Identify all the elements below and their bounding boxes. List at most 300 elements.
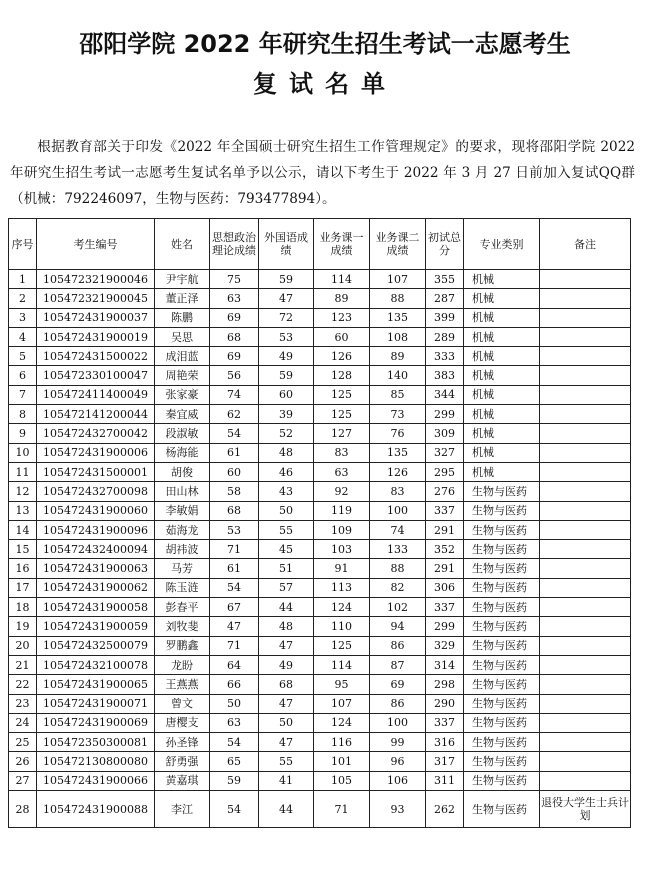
cell-foreign-language: 49: [259, 655, 314, 674]
table-row: [9, 327, 631, 346]
cell-subject-2: 107: [370, 270, 426, 289]
cell-subject-1: 127: [314, 424, 370, 443]
cell-index: 20: [9, 636, 37, 655]
cell-subject-2: 133: [370, 540, 426, 559]
cell-index: 16: [9, 559, 37, 578]
cell-name: 董正泽: [155, 289, 210, 308]
cell-candidate-id: 105472431900088: [37, 791, 155, 828]
cell-total: 298: [426, 675, 464, 694]
cell-foreign-language: 46: [259, 462, 314, 481]
cell-index: 7: [9, 385, 37, 404]
cell-politics: 68: [210, 327, 259, 346]
cell-subject-2: 94: [370, 617, 426, 636]
cell-subject-1: 114: [314, 655, 370, 674]
cell-major: 机械: [464, 385, 540, 404]
cell-name: 李敏娟: [155, 501, 210, 520]
cell-candidate-id: 105472411400049: [37, 385, 155, 404]
cell-index: 19: [9, 617, 37, 636]
cell-foreign-language: 44: [259, 791, 314, 828]
cell-major: 生物与医药: [464, 771, 540, 790]
cell-major: 生物与医药: [464, 482, 540, 501]
cell-remark: [540, 713, 631, 732]
table-row: [9, 482, 631, 501]
cell-subject-1: 95: [314, 675, 370, 694]
cell-major: 机械: [464, 424, 540, 443]
table-row: [9, 694, 631, 713]
cell-total: 290: [426, 694, 464, 713]
cell-candidate-id: 105472431900071: [37, 694, 155, 713]
cell-name: 罗鹏鑫: [155, 636, 210, 655]
cell-candidate-id: 105472431900096: [37, 520, 155, 539]
table-row: [9, 385, 631, 404]
cell-total: 314: [426, 655, 464, 674]
cell-politics: 61: [210, 559, 259, 578]
cell-subject-2: 69: [370, 675, 426, 694]
cell-name: 马芳: [155, 559, 210, 578]
cell-candidate-id: 105472130800080: [37, 752, 155, 771]
cell-total: 317: [426, 752, 464, 771]
cell-subject-1: 123: [314, 308, 370, 327]
cell-subject-2: 126: [370, 462, 426, 481]
cell-subject-2: 93: [370, 791, 426, 828]
cell-subject-1: 119: [314, 501, 370, 520]
cell-total: 291: [426, 520, 464, 539]
cell-subject-2: 96: [370, 752, 426, 771]
cell-candidate-id: 105472431900058: [37, 598, 155, 617]
cell-name: 孙圣锋: [155, 733, 210, 752]
cell-index: 1: [9, 270, 37, 289]
cell-politics: 63: [210, 289, 259, 308]
cell-major: 机械: [464, 270, 540, 289]
cell-candidate-id: 105472432400094: [37, 540, 155, 559]
table-row: [9, 347, 631, 366]
cell-politics: 53: [210, 520, 259, 539]
cell-index: 21: [9, 655, 37, 674]
cell-remark: [540, 443, 631, 462]
cell-index: 27: [9, 771, 37, 790]
cell-name: 杨海能: [155, 443, 210, 462]
cell-politics: 68: [210, 501, 259, 520]
cell-name: 陈鹏: [155, 308, 210, 327]
cell-total: 355: [426, 270, 464, 289]
header-subject-2: 业务课二成绩: [370, 219, 426, 270]
cell-politics: 54: [210, 791, 259, 828]
cell-candidate-id: 105472321900045: [37, 289, 155, 308]
table-row: [9, 598, 631, 617]
cell-subject-1: 114: [314, 270, 370, 289]
cell-remark: [540, 694, 631, 713]
cell-foreign-language: 57: [259, 578, 314, 597]
cell-subject-1: 124: [314, 713, 370, 732]
table-row: [9, 540, 631, 559]
cell-major: 机械: [464, 462, 540, 481]
cell-name: 茹海龙: [155, 520, 210, 539]
cell-foreign-language: 47: [259, 636, 314, 655]
cell-total: 352: [426, 540, 464, 559]
cell-name: 成泪蓝: [155, 347, 210, 366]
cell-politics: 56: [210, 366, 259, 385]
cell-subject-1: 128: [314, 366, 370, 385]
cell-total: 276: [426, 482, 464, 501]
cell-major: 生物与医药: [464, 617, 540, 636]
cell-index: 23: [9, 694, 37, 713]
cell-major: 生物与医药: [464, 713, 540, 732]
cell-foreign-language: 55: [259, 520, 314, 539]
cell-remark: 退役大学生士兵计划: [540, 791, 631, 828]
cell-subject-2: 100: [370, 501, 426, 520]
cell-subject-1: 71: [314, 791, 370, 828]
cell-total: 262: [426, 791, 464, 828]
cell-foreign-language: 43: [259, 482, 314, 501]
cell-candidate-id: 105472431900060: [37, 501, 155, 520]
cell-major: 机械: [464, 366, 540, 385]
cell-major: 生物与医药: [464, 501, 540, 520]
cell-remark: [540, 482, 631, 501]
cell-remark: [540, 405, 631, 424]
cell-subject-2: 88: [370, 289, 426, 308]
cell-subject-1: 60: [314, 327, 370, 346]
cell-total: 344: [426, 385, 464, 404]
cell-name: 段淑敏: [155, 424, 210, 443]
table-row: [9, 520, 631, 539]
cell-foreign-language: 68: [259, 675, 314, 694]
cell-index: 14: [9, 520, 37, 539]
cell-name: 彭春平: [155, 598, 210, 617]
cell-remark: [540, 733, 631, 752]
header-major: 专业类别: [464, 219, 540, 270]
cell-candidate-id: 105472431900062: [37, 578, 155, 597]
cell-subject-1: 125: [314, 405, 370, 424]
cell-name: 刘牧斐: [155, 617, 210, 636]
cell-major: 生物与医药: [464, 520, 540, 539]
cell-subject-2: 135: [370, 308, 426, 327]
cell-total: 333: [426, 347, 464, 366]
cell-subject-2: 86: [370, 636, 426, 655]
table-row: [9, 752, 631, 771]
cell-candidate-id: 105472431900006: [37, 443, 155, 462]
header-total: 初试总分: [426, 219, 464, 270]
cell-subject-2: 135: [370, 443, 426, 462]
cell-remark: [540, 366, 631, 385]
cell-candidate-id: 105472350300081: [37, 733, 155, 752]
cell-foreign-language: 52: [259, 424, 314, 443]
cell-politics: 54: [210, 578, 259, 597]
cell-name: 黄嘉琪: [155, 771, 210, 790]
cell-politics: 54: [210, 424, 259, 443]
cell-subject-2: 73: [370, 405, 426, 424]
cell-major: 生物与医药: [464, 559, 540, 578]
cell-foreign-language: 53: [259, 327, 314, 346]
cell-remark: [540, 347, 631, 366]
cell-index: 5: [9, 347, 37, 366]
cell-candidate-id: 105472431900037: [37, 308, 155, 327]
table-row: [9, 366, 631, 385]
cell-politics: 63: [210, 713, 259, 732]
cell-politics: 62: [210, 405, 259, 424]
table-row: [9, 675, 631, 694]
cell-politics: 67: [210, 598, 259, 617]
table-row: [9, 636, 631, 655]
cell-total: 306: [426, 578, 464, 597]
table-row: [9, 733, 631, 752]
cell-major: 机械: [464, 405, 540, 424]
table-row: [9, 501, 631, 520]
cell-candidate-id: 105472432700042: [37, 424, 155, 443]
cell-name: 李江: [155, 791, 210, 828]
header-name: 姓名: [155, 219, 210, 270]
cell-remark: [540, 501, 631, 520]
cell-foreign-language: 49: [259, 347, 314, 366]
cell-subject-2: 89: [370, 347, 426, 366]
table-row: [9, 270, 631, 289]
cell-subject-1: 107: [314, 694, 370, 713]
table-row: [9, 443, 631, 462]
cell-name: 周艳荣: [155, 366, 210, 385]
cell-remark: [540, 289, 631, 308]
cell-total: 329: [426, 636, 464, 655]
cell-name: 陈玉涟: [155, 578, 210, 597]
cell-major: 生物与医药: [464, 733, 540, 752]
document-title: 邵阳学院 2022 年研究生招生考试一志愿考生: [79, 30, 571, 58]
cell-remark: [540, 385, 631, 404]
table-row: [9, 559, 631, 578]
cell-subject-1: 103: [314, 540, 370, 559]
cell-foreign-language: 55: [259, 752, 314, 771]
cell-politics: 69: [210, 347, 259, 366]
cell-politics: 47: [210, 617, 259, 636]
cell-major: 生物与医药: [464, 598, 540, 617]
cell-subject-1: 125: [314, 385, 370, 404]
cell-candidate-id: 105472431500001: [37, 462, 155, 481]
cell-name: 尹宇航: [155, 270, 210, 289]
cell-name: 秦宜威: [155, 405, 210, 424]
cell-name: 胡祎波: [155, 540, 210, 559]
document-subtitle: 复试名单: [253, 70, 397, 98]
cell-remark: [540, 462, 631, 481]
cell-politics: 71: [210, 540, 259, 559]
cell-name: 舒勇强: [155, 752, 210, 771]
cell-remark: [540, 636, 631, 655]
cell-index: 4: [9, 327, 37, 346]
table-row: [9, 713, 631, 732]
cell-politics: 50: [210, 694, 259, 713]
cell-total: 299: [426, 405, 464, 424]
header-politics: 思想政治理论成绩: [210, 219, 259, 270]
cell-candidate-id: 105472141200044: [37, 405, 155, 424]
cell-total: 327: [426, 443, 464, 462]
cell-foreign-language: 48: [259, 617, 314, 636]
cell-major: 生物与医药: [464, 694, 540, 713]
cell-index: 8: [9, 405, 37, 424]
cell-foreign-language: 50: [259, 501, 314, 520]
cell-subject-1: 83: [314, 443, 370, 462]
cell-politics: 61: [210, 443, 259, 462]
cell-foreign-language: 47: [259, 694, 314, 713]
cell-subject-2: 108: [370, 327, 426, 346]
cell-foreign-language: 41: [259, 771, 314, 790]
cell-foreign-language: 60: [259, 385, 314, 404]
cell-foreign-language: 48: [259, 443, 314, 462]
cell-name: 唐樱支: [155, 713, 210, 732]
cell-major: 机械: [464, 308, 540, 327]
notice-text: 根据教育部关于印发《2022 年全国硕士研究生招生工作管理规定》的要求，现将邵阳学院 2022 年研究生招生考试一志愿考生复试名单予以公示，请以下考生于 2022 年 3 月 27 日前加入复试QQ群（机械：792246097，生物与医药：793477894）。: [10, 139, 635, 207]
cell-candidate-id: 105472431900059: [37, 617, 155, 636]
cell-total: 287: [426, 289, 464, 308]
cell-remark: [540, 578, 631, 597]
cell-index: 15: [9, 540, 37, 559]
cell-subject-2: 87: [370, 655, 426, 674]
cell-subject-2: 76: [370, 424, 426, 443]
cell-subject-2: 85: [370, 385, 426, 404]
cell-remark: [540, 675, 631, 694]
cell-foreign-language: 45: [259, 540, 314, 559]
table-row: [9, 655, 631, 674]
cell-index: 6: [9, 366, 37, 385]
cell-subject-1: 126: [314, 347, 370, 366]
cell-total: 337: [426, 501, 464, 520]
cell-remark: [540, 520, 631, 539]
cell-politics: 74: [210, 385, 259, 404]
cell-candidate-id: 105472431900063: [37, 559, 155, 578]
cell-major: 机械: [464, 327, 540, 346]
table-row: [9, 308, 631, 327]
cell-foreign-language: 47: [259, 289, 314, 308]
cell-name: 吴思: [155, 327, 210, 346]
cell-remark: [540, 270, 631, 289]
cell-major: 机械: [464, 289, 540, 308]
table-row: [9, 791, 631, 828]
cell-politics: 69: [210, 308, 259, 327]
cell-subject-1: 113: [314, 578, 370, 597]
cell-major: 生物与医药: [464, 636, 540, 655]
cell-total: 311: [426, 771, 464, 790]
cell-foreign-language: 51: [259, 559, 314, 578]
cell-name: 张家豪: [155, 385, 210, 404]
cell-politics: 60: [210, 462, 259, 481]
cell-subject-1: 101: [314, 752, 370, 771]
cell-index: 22: [9, 675, 37, 694]
cell-subject-2: 88: [370, 559, 426, 578]
cell-name: 曾文: [155, 694, 210, 713]
cell-subject-1: 105: [314, 771, 370, 790]
cell-index: 17: [9, 578, 37, 597]
cell-total: 309: [426, 424, 464, 443]
cell-politics: 66: [210, 675, 259, 694]
cell-subject-2: 83: [370, 482, 426, 501]
table-row: [9, 462, 631, 481]
cell-major: 生物与医药: [464, 578, 540, 597]
cell-subject-1: 91: [314, 559, 370, 578]
cell-remark: [540, 752, 631, 771]
cell-index: 3: [9, 308, 37, 327]
cell-name: 田山林: [155, 482, 210, 501]
cell-subject-1: 116: [314, 733, 370, 752]
header-candidate-id: 考生编号: [37, 219, 155, 270]
cell-foreign-language: 47: [259, 733, 314, 752]
cell-total: 291: [426, 559, 464, 578]
cell-index: 12: [9, 482, 37, 501]
table-header-row: [9, 219, 631, 270]
cell-remark: [540, 540, 631, 559]
header-remark: 备注: [540, 219, 631, 270]
cell-total: 295: [426, 462, 464, 481]
cell-index: 25: [9, 733, 37, 752]
cell-foreign-language: 50: [259, 713, 314, 732]
cell-politics: 71: [210, 636, 259, 655]
cell-total: 299: [426, 617, 464, 636]
cell-index: 18: [9, 598, 37, 617]
cell-remark: [540, 424, 631, 443]
cell-index: 11: [9, 462, 37, 481]
cell-subject-2: 140: [370, 366, 426, 385]
cell-candidate-id: 105472431900019: [37, 327, 155, 346]
cell-index: 24: [9, 713, 37, 732]
cell-total: 337: [426, 598, 464, 617]
cell-candidate-id: 105472432700098: [37, 482, 155, 501]
table-body: [9, 270, 631, 828]
cell-index: 9: [9, 424, 37, 443]
table-row: [9, 405, 631, 424]
cell-subject-1: 124: [314, 598, 370, 617]
cell-index: 28: [9, 791, 37, 828]
cell-index: 2: [9, 289, 37, 308]
cell-subject-1: 125: [314, 636, 370, 655]
cell-candidate-id: 105472431900065: [37, 675, 155, 694]
cell-remark: [540, 559, 631, 578]
cell-foreign-language: 72: [259, 308, 314, 327]
cell-remark: [540, 655, 631, 674]
cell-subject-2: 99: [370, 733, 426, 752]
cell-index: 26: [9, 752, 37, 771]
table-row: [9, 617, 631, 636]
cell-total: 399: [426, 308, 464, 327]
cell-index: 10: [9, 443, 37, 462]
cell-remark: [540, 327, 631, 346]
header-index: 序号: [9, 219, 37, 270]
cell-remark: [540, 598, 631, 617]
cell-candidate-id: 105472431900066: [37, 771, 155, 790]
cell-total: 316: [426, 733, 464, 752]
cell-total: 289: [426, 327, 464, 346]
cell-subject-2: 82: [370, 578, 426, 597]
cell-major: 生物与医药: [464, 791, 540, 828]
cell-politics: 65: [210, 752, 259, 771]
cell-name: 王燕燕: [155, 675, 210, 694]
cell-total: 337: [426, 713, 464, 732]
cell-candidate-id: 105472321900046: [37, 270, 155, 289]
cell-foreign-language: 59: [259, 366, 314, 385]
cell-remark: [540, 308, 631, 327]
cell-candidate-id: 105472431500022: [37, 347, 155, 366]
cell-subject-1: 63: [314, 462, 370, 481]
cell-remark: [540, 771, 631, 790]
cell-major: 机械: [464, 443, 540, 462]
cell-index: 13: [9, 501, 37, 520]
header-foreign-language: 外国语成绩: [259, 219, 314, 270]
cell-name: 龙盼: [155, 655, 210, 674]
cell-subject-1: 92: [314, 482, 370, 501]
cell-subject-1: 89: [314, 289, 370, 308]
cell-major: 机械: [464, 347, 540, 366]
cell-politics: 75: [210, 270, 259, 289]
cell-subject-2: 86: [370, 694, 426, 713]
table-row: [9, 289, 631, 308]
cell-name: 胡俊: [155, 462, 210, 481]
cell-subject-2: 106: [370, 771, 426, 790]
cell-subject-2: 74: [370, 520, 426, 539]
cell-major: 生物与医药: [464, 752, 540, 771]
cell-politics: 59: [210, 771, 259, 790]
